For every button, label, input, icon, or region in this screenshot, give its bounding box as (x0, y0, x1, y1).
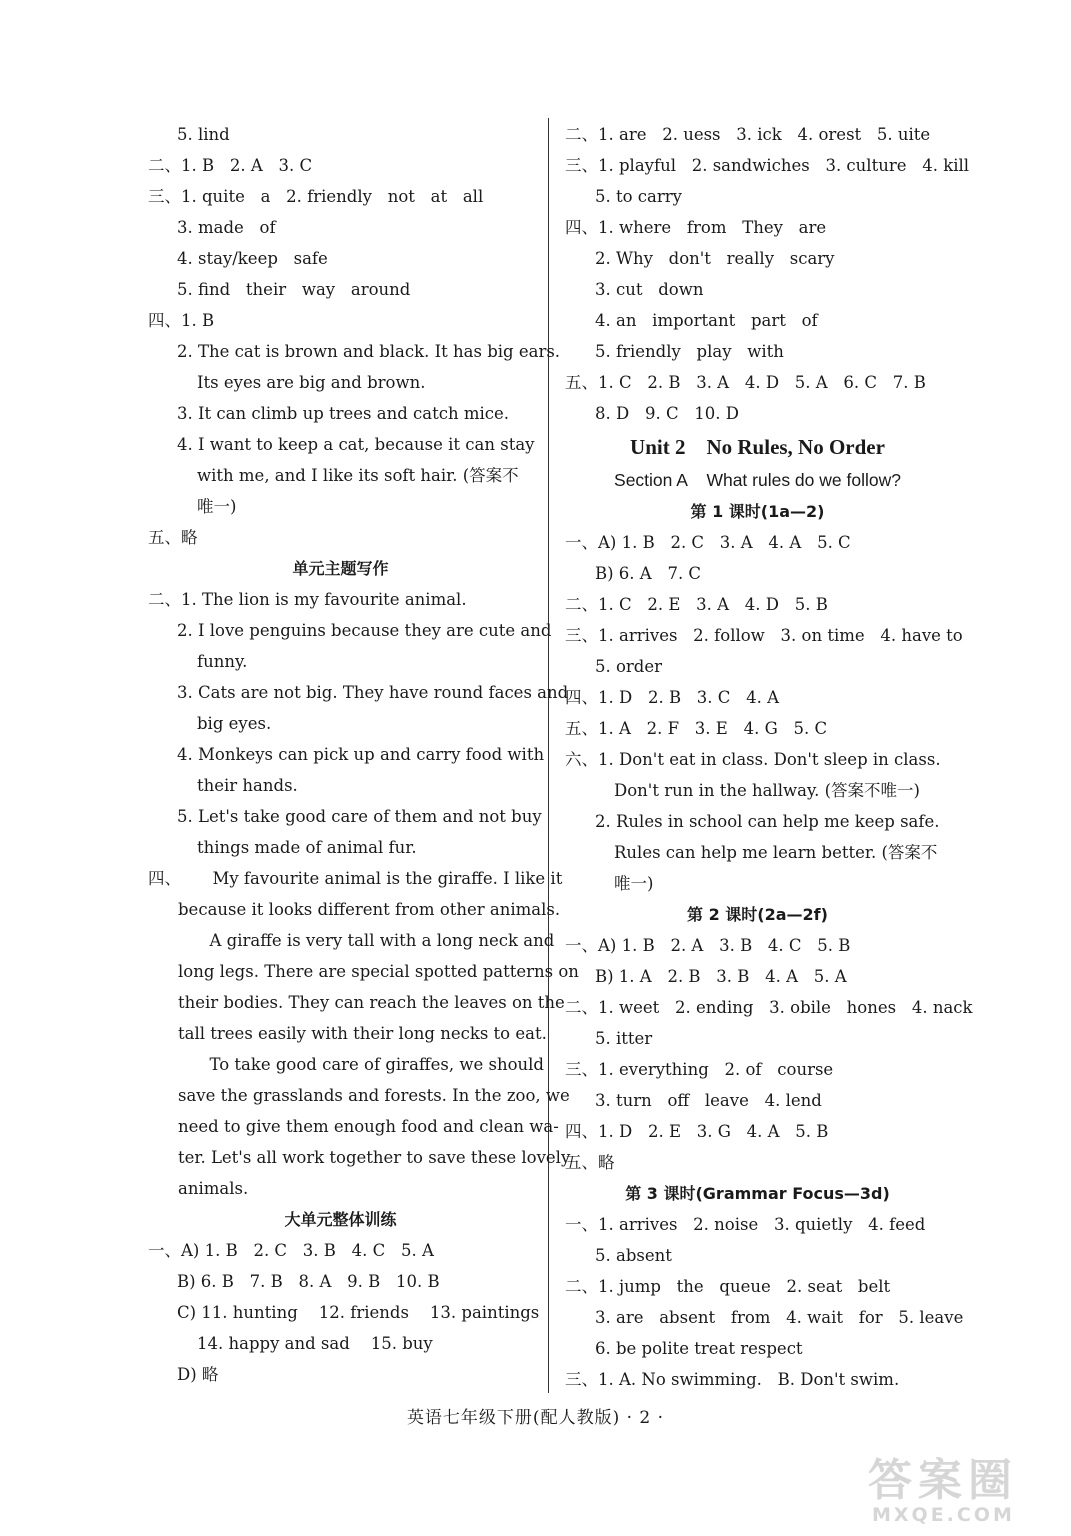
answer-line: 3. cut down (595, 280, 704, 299)
answer-line: 一、A) 1. B 2. A 3. B 4. C 5. B (565, 936, 851, 955)
watermark-url: MXQE.COM (872, 1504, 1015, 1526)
left-column (148, 119, 579, 1390)
answer-line: 二、1. are 2. uess 3. ick 4. orest 5. uite (565, 125, 931, 144)
column-divider (548, 118, 549, 1393)
answer-line: 三、1. playful 2. sandwiches 3. culture 4. kill (565, 156, 970, 175)
answer-line: 3. made of (177, 218, 276, 237)
answer-line: 三、1. A. No swimming. B. Don't swim. (565, 1370, 900, 1389)
answer-line: 三、1. quite a 2. friendly not at all (148, 187, 484, 206)
answer-line: 5. itter (595, 1029, 653, 1048)
answer-line: 5. to carry (595, 187, 682, 206)
answer-line: 五、略 (565, 1153, 615, 1172)
answer-line: Don't run in the hallway. (答案不唯一) (614, 781, 920, 800)
answer-line: 五、1. A 2. F 3. E 4. G 5. C (565, 719, 828, 738)
answer-line: 三、1. arrives 2. follow 3. on time 4. have to (565, 626, 963, 645)
answer-line: 5. Let's take good care of them and not buy (177, 807, 542, 826)
answer-line: Rules can help me learn better. (答案不 (614, 843, 938, 862)
answer-line: 3. are absent from 4. wait for 5. leave (595, 1308, 964, 1327)
section-heading: 第 1 课时(1a—2) (690, 502, 825, 521)
answer-line: 3. Cats are not big. They have round faces and (177, 683, 569, 702)
answer-line: things made of animal fur. (197, 838, 417, 857)
answer-line: 3. It can climb up trees and catch mice. (177, 404, 510, 423)
answer-line: B) 1. A 2. B 3. B 4. A 5. A (595, 967, 847, 986)
answer-line: funny. (197, 652, 248, 671)
answer-line: 4. stay/keep safe (177, 249, 328, 268)
answer-line: 2. Rules in school can help me keep safe. (595, 812, 940, 831)
watermark-text: 答案圈 (868, 1455, 1018, 1506)
answer-line: because it looks different from other animals. (178, 900, 561, 919)
answer-line: 四、1. where from They are (565, 218, 827, 237)
answer-line: 二、1. C 2. E 3. A 4. D 5. B (565, 595, 828, 614)
answer-line: 5. friendly play with (595, 342, 784, 361)
answer-line: 四、1. D 2. B 3. C 4. A (565, 688, 780, 707)
answer-line: tall trees easily with their long necks to eat. (178, 1024, 547, 1043)
answer-line: 2. Why don't really scary (595, 249, 835, 268)
answer-line: B) 6. A 7. C (595, 564, 702, 583)
answer-line: with me, and I like its soft hair. (答案不 (197, 466, 519, 485)
section-heading: 第 3 课时(Grammar Focus—3d) (625, 1184, 890, 1203)
answer-line: 3. turn off leave 4. lend (595, 1091, 822, 1110)
answer-line: C) 11. hunting 12. friends 13. paintings (177, 1303, 540, 1322)
answer-line: 四、1. B (148, 311, 215, 330)
answer-line: 5. order (595, 657, 663, 676)
answer-line: big eyes. (197, 714, 272, 733)
answer-line: 一、1. arrives 2. noise 3. quietly 4. feed (565, 1215, 926, 1234)
section-heading: 第 2 课时(2a—2f) (687, 905, 828, 924)
answer-line: save the grasslands and forests. In the zoo, we (178, 1086, 570, 1105)
answer-line: their hands. (197, 776, 298, 795)
section-heading: 大单元整体训练 (284, 1210, 397, 1229)
answer-line: animals. (178, 1179, 249, 1198)
unit-title: Unit 2 No Rules, No Order (630, 435, 885, 459)
watermark-logo (868, 1455, 1053, 1528)
answer-line: 2. I love penguins because they are cute and (177, 621, 552, 640)
answer-line: 三、1. everything 2. of course (565, 1060, 834, 1079)
answer-line: 二、1. The lion is my favourite animal. (148, 590, 467, 609)
answer-line: To take good care of giraffes, we should (178, 1055, 544, 1074)
answer-line: 2. The cat is brown and black. It has big ears. (177, 342, 561, 361)
answer-line: 唯一) (614, 874, 654, 893)
answer-line: Its eyes are big and brown. (197, 373, 426, 392)
answer-line: 一、A) 1. B 2. C 3. A 4. A 5. C (565, 533, 851, 552)
answer-line: D) 略 (177, 1365, 219, 1384)
answer-line: B) 6. B 7. B 8. A 9. B 10. B (177, 1272, 440, 1291)
section-subtitle: Section A What rules do we follow? (614, 470, 901, 490)
answer-line: 5. absent (595, 1246, 672, 1265)
answer-line: 二、1. B 2. A 3. C (148, 156, 313, 175)
answer-line: 五、1. C 2. B 3. A 4. D 5. A 6. C 7. B (565, 373, 926, 392)
answer-line: 4. Monkeys can pick up and carry food with (177, 745, 545, 764)
page-footer: 英语七年级下册(配人教版) · 2 · (406, 1408, 665, 1428)
answer-line: 14. happy and sad 15. buy (197, 1334, 433, 1353)
answer-line: need to give them enough food and clean wa- (178, 1117, 559, 1136)
section-heading: 单元主题写作 (292, 559, 389, 578)
answer-line: 5. lind (177, 125, 230, 144)
answer-line: 唯一) (197, 497, 237, 516)
answer-line: 4. an important part of (595, 311, 818, 330)
answer-line: 5. find their way around (177, 280, 411, 299)
answer-line: long legs. There are special spotted patterns on (178, 962, 579, 981)
answer-line: 8. D 9. C 10. D (595, 404, 740, 423)
right-column (565, 119, 973, 1395)
answer-line: A giraffe is very tall with a long neck and (178, 931, 555, 950)
answer-line: ter. Let's all work together to save these lovely (178, 1148, 571, 1167)
answer-line: 6. be polite treat respect (595, 1339, 803, 1358)
answer-line: 六、1. Don't eat in class. Don't sleep in class. (565, 750, 941, 769)
answer-line: 二、1. jump the queue 2. seat belt (565, 1277, 891, 1296)
answer-line: 4. I want to keep a cat, because it can stay (177, 435, 535, 454)
answer-line: 四、 My favourite animal is the giraffe. I like it (148, 869, 563, 888)
answer-line: 五、略 (148, 528, 198, 547)
answer-line: 一、A) 1. B 2. C 3. B 4. C 5. A (148, 1241, 434, 1260)
answer-line: their bodies. They can reach the leaves on the (178, 993, 565, 1012)
answer-line: 二、1. weet 2. ending 3. obile hones 4. nack (565, 998, 973, 1017)
answer-line: 四、1. D 2. E 3. G 4. A 5. B (565, 1122, 829, 1141)
